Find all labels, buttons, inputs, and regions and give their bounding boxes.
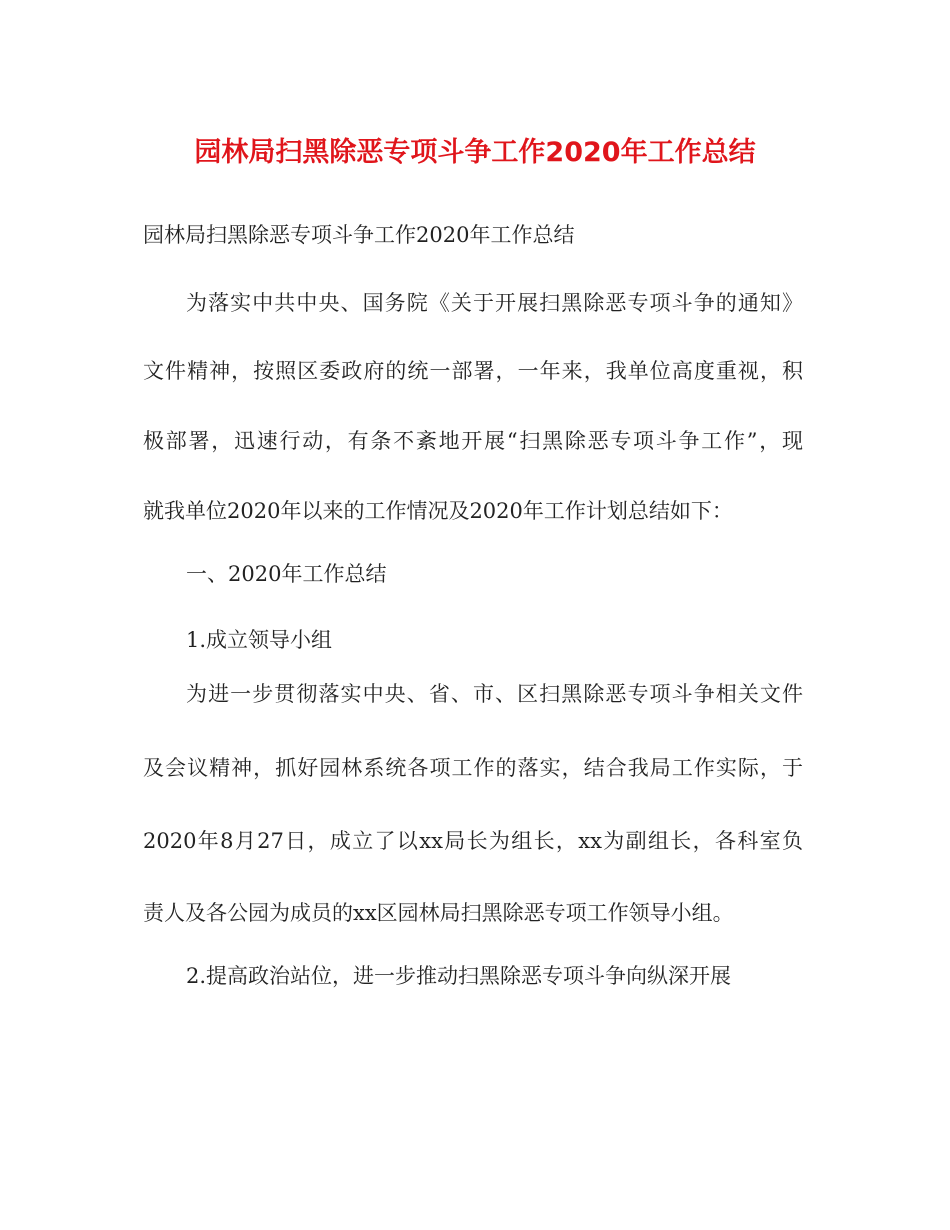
paragraph-line: 文件精神，按照区委政府的统一部署，一年来，我单位高度重视，积 [143,359,803,383]
section-heading: 一、2020年工作总结 [186,562,387,586]
paragraph-line: 为进一步贯彻落实中央、省、市、区扫黑除恶专项斗争相关文件 [186,682,803,706]
document-title: 园林局扫黑除恶专项斗争工作2020年工作总结 [194,137,756,168]
subsection-heading: 1.成立领导小组 [186,628,333,652]
paragraph-line: 责人及各公园为成员的xx区园林局扫黑除恶专项工作领导小组。 [143,901,734,925]
paragraph-line: 极部署，迅速行动，有条不紊地开展“扫黑除恶专项斗争工作”，现 [143,429,803,453]
subsection-heading: 2.提高政治站位，进一步推动扫黑除恶专项斗争向纵深开展 [186,964,732,988]
paragraph-line: 为落实中共中央、国务院《关于开展扫黑除恶专项斗争的通知》 [186,291,803,315]
paragraph-line: 就我单位2020年以来的工作情况及2020年工作计划总结如下： [143,499,733,523]
document-subtitle: 园林局扫黑除恶专项斗争工作2020年工作总结 [143,223,575,247]
paragraph-line: 及会议精神，抓好园林系统各项工作的落实，结合我局工作实际，于 [143,756,803,780]
paragraph-line: 2020年8月27日，成立了以xx局长为组长，xx为副组长，各科室负 [143,829,803,853]
